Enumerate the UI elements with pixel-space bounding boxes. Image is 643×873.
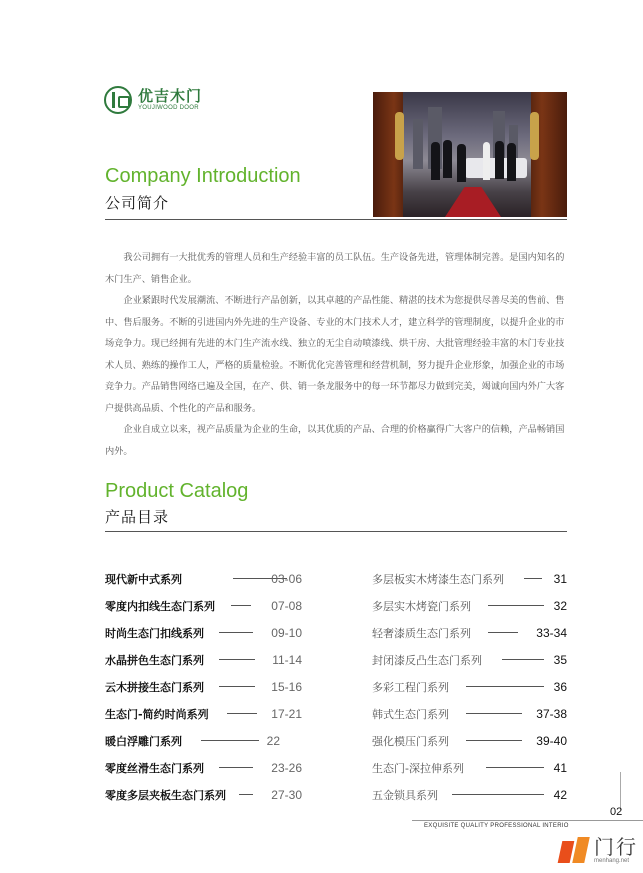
catalog-item-pages: 41 (553, 760, 567, 775)
catalog-right-column (372, 565, 567, 808)
leader-line (219, 632, 253, 633)
catalog-item-pages: 36 (553, 679, 567, 694)
catalog-item-name: 云木拼接生态门系列 (105, 680, 204, 694)
leader-line (466, 686, 544, 687)
leader-line (466, 740, 522, 741)
catalog-item-name: 多层实木烤瓷门系列 (372, 599, 471, 613)
catalog-item-pages: 42 (553, 787, 567, 802)
catalog-item[interactable] (372, 592, 567, 619)
catalog-item-pages: 23-26 (271, 760, 302, 775)
intro-paragraph: 我公司拥有一大批优秀的管理人员和生产经验丰富的员工队伍。生产设备先进，管理体制完善。是国内知名的木门生产、销售企业。 (105, 252, 565, 285)
leader-line (239, 794, 253, 795)
catalog-item[interactable] (105, 592, 302, 619)
page-number: 02 (610, 806, 623, 818)
catalog-item-name: 现代新中式系列 (105, 572, 182, 586)
leader-line (524, 578, 542, 579)
catalog-item[interactable] (105, 565, 302, 592)
watermark-logo-icon (560, 835, 590, 865)
catalog-item-pages: 33-34 (536, 625, 567, 640)
leader-line (486, 767, 544, 768)
catalog-item-pages: 09-10 (271, 625, 302, 640)
leader-line (488, 632, 518, 633)
leader-line (466, 713, 522, 714)
leader-line (452, 794, 544, 795)
catalog-item-pages: 11-14 (272, 652, 302, 667)
catalog-left-column (105, 565, 302, 808)
catalog-item-name: 多彩工程门系列 (372, 680, 449, 694)
catalog-item-pages: 03-06 (271, 571, 302, 586)
intro-paragraph: 企业紧跟时代发展潮流、不断进行产品创新，以其卓越的产品性能、精湛的技术为您提供尽善尽美的售前、售中、售后服务。不断的引进国内外先进的生产设备、专业的木门技术人才，建立科学的管理制度，以提升企业的市场竞争力。现已经拥有先进的木门生产流水线、独立的无尘自动喷漆线、烘干房、大批管理经验丰富的木门专业技术人员、熟练的操作工人，严格的质量检验。不断优化完善管理和经营机制，努力提升企业形象，加强企业的市场竞争力。产品销售网络已遍及全国，在产、供、销一条龙服务中的每一环节都尽力做到完美，竭诚向国内外广大客户提供高品质、个性化的产品和服务。 (105, 295, 565, 414)
catalog-item[interactable] (105, 619, 302, 646)
leader-line (231, 605, 251, 606)
catalog-item[interactable] (105, 700, 302, 727)
catalog-heading-cn: 产品目录 (105, 508, 170, 526)
catalog-item[interactable] (372, 781, 567, 808)
leader-line (219, 686, 255, 687)
catalog-item-name: 零度丝滑生态门系列 (105, 761, 204, 775)
catalog-item[interactable] (372, 565, 567, 592)
catalog-item-pages: 32 (553, 598, 567, 613)
leader-line (227, 713, 257, 714)
catalog-item-name: 零度内扣线生态门系列 (105, 599, 215, 613)
intro-heading-cn: 公司简介 (105, 194, 170, 212)
catalog-heading-en: Product Catalog (105, 480, 249, 502)
hero-photo (373, 92, 567, 217)
catalog-item-pages: 39-40 (536, 733, 567, 748)
intro-heading-en: Company Introduction (105, 165, 301, 187)
brand-name-en: YOUJIWOOD DOOR (138, 105, 199, 111)
catalog-item-name: 多层板实木烤漆生态门系列 (372, 572, 504, 586)
catalog-item-name: 零度多层夹板生态门系列 (105, 788, 226, 802)
catalog-item[interactable] (372, 727, 567, 754)
catalog-item[interactable] (105, 646, 302, 673)
leader-line (502, 659, 544, 660)
catalog-divider (105, 531, 567, 532)
catalog-item-pages: 22 (266, 733, 280, 748)
catalog-item-name: 强化模压门系列 (372, 734, 449, 748)
catalog-item-pages: 37-38 (536, 706, 567, 721)
catalog-item[interactable] (372, 646, 567, 673)
catalog-item-pages: 17-21 (271, 706, 302, 721)
catalog-item-pages: 35 (553, 652, 567, 667)
catalog-item-pages: 31 (553, 571, 567, 586)
catalog-item[interactable] (105, 673, 302, 700)
site-watermark (560, 835, 638, 865)
intro-paragraph: 企业自成立以来，视产品质量为企业的生命，以其优质的产品、合理的价格赢得广大客户的信赖，产品畅销国内外。 (105, 424, 565, 457)
footer-divider (412, 820, 643, 821)
intro-divider (105, 219, 567, 220)
catalog-item-name: 时尚生态门扣线系列 (105, 626, 204, 640)
catalog-item[interactable] (105, 754, 302, 781)
catalog-item-name: 水晶拼色生态门系列 (105, 653, 204, 667)
page-marker-line (620, 772, 621, 810)
logo-emblem-icon (104, 86, 132, 114)
leader-line (219, 659, 255, 660)
catalog-item[interactable] (372, 754, 567, 781)
footer-slogan: EXQUISITE QUALITY PROFESSIONAL INTERIO (424, 823, 569, 829)
catalog-item-name: 生态门-简约时尚系列 (105, 707, 209, 721)
catalog-item[interactable] (372, 700, 567, 727)
catalog-item[interactable] (105, 781, 302, 808)
watermark-name: 门行 (594, 834, 638, 859)
leader-line (219, 767, 253, 768)
catalog-item-name: 暖白浮雕门系列 (105, 734, 182, 748)
leader-line (488, 605, 544, 606)
catalog-item[interactable] (372, 673, 567, 700)
catalog-item-name: 轻奢漆质生态门系列 (372, 626, 471, 640)
catalog-item-name: 五金锁具系列 (372, 788, 438, 802)
catalog-item-name: 韩式生态门系列 (372, 707, 449, 721)
catalog-item-pages: 07-08 (271, 598, 302, 613)
catalog-item-pages: 27-30 (271, 787, 302, 802)
catalog-item-name: 封闭漆反凸生态门系列 (372, 653, 482, 667)
brand-logo (104, 86, 202, 114)
catalog-item[interactable] (372, 619, 567, 646)
catalog-item-name: 生态门-深拉伸系列 (372, 761, 464, 775)
watermark-url: menhang.net (594, 857, 630, 864)
catalog-item-pages: 15-16 (271, 679, 302, 694)
leader-line (201, 740, 259, 741)
intro-body (105, 247, 567, 462)
brand-name-cn: 优吉木门 (138, 87, 203, 105)
catalog-item[interactable] (105, 727, 302, 754)
